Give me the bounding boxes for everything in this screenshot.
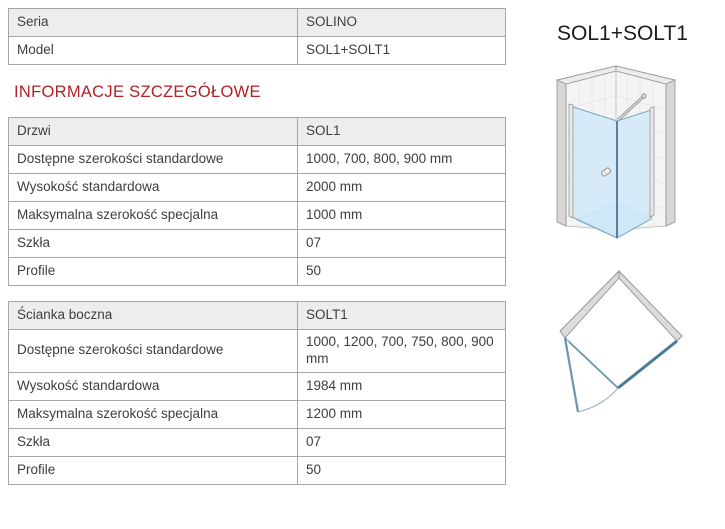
table-row: [9, 37, 506, 65]
table-row: [9, 372, 506, 400]
shower-enclosure-isometric-icon: [548, 58, 718, 248]
spec-label: Ścianka boczna: [9, 302, 298, 330]
table-row: [9, 400, 506, 428]
table-row: [9, 9, 506, 37]
spec-value: 1200 mm: [298, 400, 506, 428]
door-swing-plan-icon: [550, 268, 710, 420]
spec-value: SOL1: [298, 118, 506, 146]
spec-label: Szkła: [9, 230, 298, 258]
table-row: [9, 202, 506, 230]
table-row: [9, 258, 506, 286]
spec-label: Wysokość standardowa: [9, 174, 298, 202]
spec-value: 07: [298, 428, 506, 456]
table-row: [9, 146, 506, 174]
spec-value: 2000 mm: [298, 174, 506, 202]
spec-label: Szkła: [9, 428, 298, 456]
table-row: [9, 428, 506, 456]
spec-value: 1000 mm: [298, 202, 506, 230]
spec-label: Profile: [9, 258, 298, 286]
table-header-row: [9, 302, 506, 330]
spec-value: 1000, 1200, 700, 750, 800, 900 mm: [298, 330, 506, 373]
door-spec-table: [8, 117, 506, 286]
spec-value: 1000, 700, 800, 900 mm: [298, 146, 506, 174]
table-row: [9, 174, 506, 202]
spec-value: SOLINO: [298, 9, 506, 37]
spec-label: Profile: [9, 456, 298, 484]
table-header-row: [9, 118, 506, 146]
spec-label: Maksymalna szerokość specjalna: [9, 400, 298, 428]
spec-value: SOL1+SOLT1: [298, 37, 506, 65]
spec-label: Wysokość standardowa: [9, 372, 298, 400]
spec-value: SOLT1: [298, 302, 506, 330]
table-row: [9, 456, 506, 484]
spec-label: Seria: [9, 9, 298, 37]
spec-value: 50: [298, 258, 506, 286]
spec-value: 07: [298, 230, 506, 258]
table-row: [9, 230, 506, 258]
spec-value: 1984 mm: [298, 372, 506, 400]
table-row: [9, 330, 506, 373]
summary-table: [8, 8, 506, 65]
spec-label: Model: [9, 37, 298, 65]
model-title: SOL1+SOLT1: [557, 22, 688, 45]
spec-label: Drzwi: [9, 118, 298, 146]
spec-value: 50: [298, 456, 506, 484]
side-panel-spec-table: [8, 301, 506, 485]
spec-label: Maksymalna szerokość specjalna: [9, 202, 298, 230]
spec-label: Dostępne szerokości standardowe: [9, 146, 298, 174]
spec-label: Dostępne szerokości standardowe: [9, 330, 298, 373]
section-heading: INFORMACJE SZCZEGÓŁOWE: [14, 83, 261, 101]
